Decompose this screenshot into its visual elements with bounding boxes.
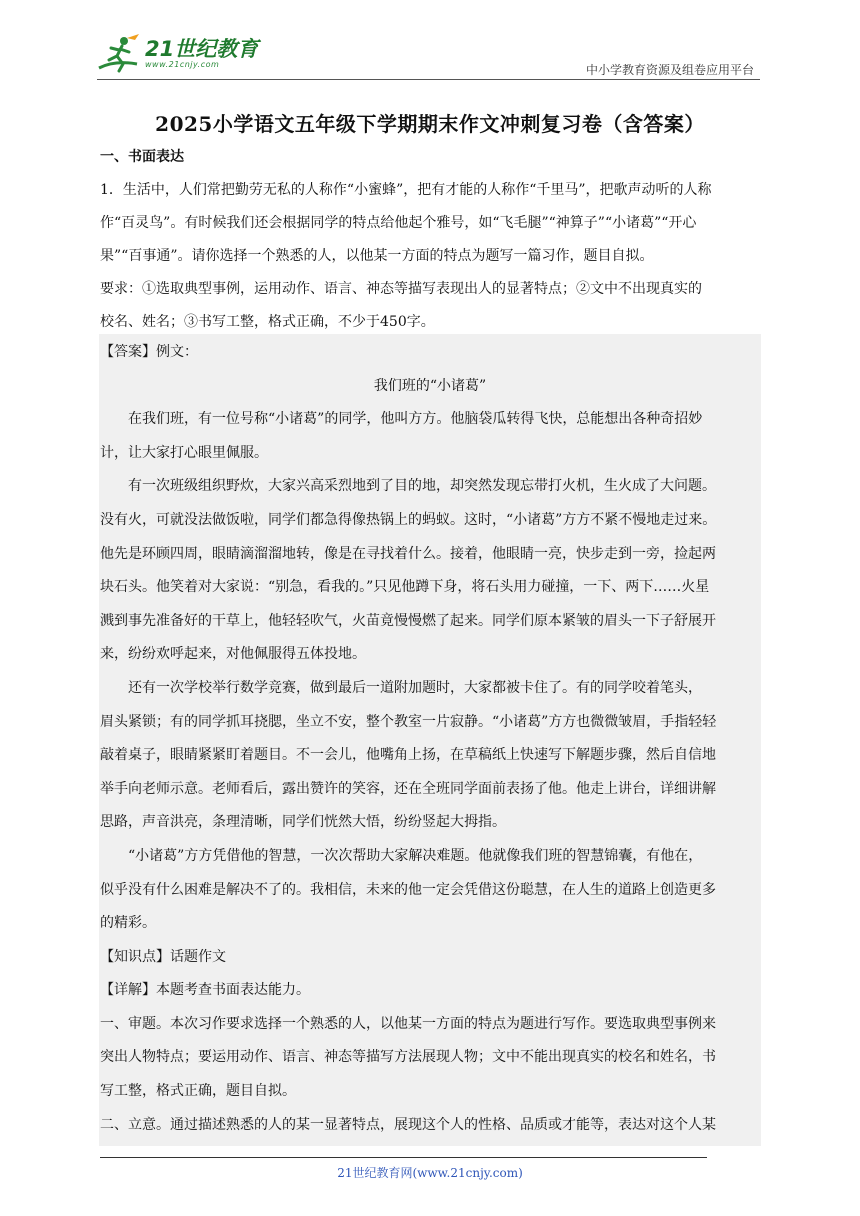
- essay-line: 敲着桌子，眼睛紧紧盯着题目。不一会儿，他嘴角上扬，在草稿纸上快速写下解题步骤，然后自信地: [100, 747, 716, 764]
- answer-label: 【答案】例文：: [100, 344, 198, 360]
- answer-block: [100, 336, 760, 1142]
- question-line: 校名、姓名；③书写工整，格式正确，不少于450字。: [100, 314, 435, 330]
- essay-line: 计，让大家打心眼里佩服。: [100, 444, 268, 461]
- footer-divider: [100, 1157, 707, 1158]
- essay-line: 思路，声音洪亮，条理清晰，同学们恍然大悟，纷纷竖起大拇指。: [100, 814, 506, 831]
- essay-line: 没有火，可就没法做饭啦，同学们都急得像热锅上的蚂蚁。这时，“小诸葛”方方不紧不慢地走过来。: [100, 511, 717, 528]
- essay-line: 来，纷纷欢呼起来，对他佩服得五体投地。: [100, 646, 366, 663]
- question-line: 要求：①选取典型事例，运用动作、语言、神态等描写表现出人的显著特点；②文中不出现真实的: [100, 281, 702, 297]
- essay-line: 有一次班级组织野炊，大家兴高采烈地到了目的地，却突然发现忘带打火机，生火成了大问题。: [100, 478, 716, 495]
- essay-line: 似乎没有什么困难是解决不了的。我相信，未来的他一定会凭借这份聪慧，在人生的道路上创造更多: [100, 881, 716, 898]
- essay-line: 在我们班，有一位号称“小诸葛”的同学，他叫方方。他脑袋瓜转得飞快，总能想出各种奇招妙: [100, 411, 703, 428]
- footer-text: 21世纪教育网(www.21cnjy.com): [337, 1166, 523, 1180]
- analysis-line: 写工整，格式正确，题目自拟。: [100, 1083, 296, 1100]
- logo: [97, 34, 258, 74]
- analysis-line: 二、立意。通过描述熟悉的人的某一显著特点，展现这个人的性格、品质或才能等，表达对这个人某: [100, 1116, 716, 1133]
- header-divider: [97, 79, 760, 80]
- essay-line: 溅到事先准备好的干草上，他轻轻吹气，火苗竟慢慢燃了起来。同学们原本紧皱的眉头一下子舒展开: [100, 612, 716, 629]
- essay-line: 举手向老师示意。老师看后，露出赞许的笑容，还在全班同学面前表扬了他。他走上讲台，详细讲解: [100, 780, 716, 797]
- question-text: [100, 174, 760, 339]
- section-heading: 一、书面表达: [100, 149, 184, 165]
- essay-line: 还有一次学校举行数学竞赛，做到最后一道附加题时，大家都被卡住了。有的同学咬着笔头，: [100, 679, 702, 696]
- essay-line: “小诸葛”方方凭借他的智慧，一次次帮助大家解决难题。他就像我们班的智慧锦囊，有他在，: [100, 847, 703, 864]
- question-line: 作“百灵鸟”。有时候我们还会根据同学的特点给他起个雅号，如“飞毛腿”“神算子”“小诸葛”“开心: [100, 215, 697, 231]
- platform-name: 中小学教育资源及组卷应用平台: [585, 63, 754, 77]
- page-title: 2025小学语文五年级下学期期末作文冲刺复习卷（含答案）: [155, 112, 705, 136]
- logo-text: 21世纪教育: [145, 37, 259, 61]
- detail-label: 【详解】本题考查书面表达能力。: [100, 982, 310, 999]
- analysis-line: 突出人物特点；要运用动作、语言、神态等描写方法展现人物；文中不能出现真实的校名和姓名，书: [100, 1049, 716, 1066]
- knowledge-point: 【知识点】话题作文: [100, 948, 226, 965]
- essay-title: 我们班的“小诸葛”: [373, 377, 487, 394]
- analysis-line: 一、审题。本次习作要求选择一个熟悉的人，以他某一方面的特点为题进行写作。要选取典型事例来: [100, 1015, 716, 1032]
- question-line: 果”“百事通”。请你选择一个熟悉的人，以他某一方面的特点为题写一篇习作，题目自拟。: [100, 248, 654, 264]
- essay-line: 的精彩。: [100, 915, 156, 932]
- logo-url: www.21cnjy.com: [145, 60, 220, 69]
- question-line: 1．生活中，人们常把勤劳无私的人称作“小蜜蜂”，把有才能的人称作“千里马”，把歌声动听的人称: [100, 182, 712, 198]
- runner-logo-icon: [97, 34, 143, 74]
- essay-line: 他先是环顾四周，眼睛滴溜溜地转，像是在寻找着什么。接着，他眼睛一亮，快步走到一旁，捡起两: [100, 545, 716, 562]
- essay-line: 眉头紧锁；有的同学抓耳挠腮，坐立不安，整个教室一片寂静。“小诸葛”方方也微微皱眉，手指轻轻: [100, 713, 717, 730]
- essay-line: 块石头。他笑着对大家说：“别急，看我的。”只见他蹲下身，将石头用力碰撞，一下、两下……火星: [100, 579, 710, 596]
- page-header: [97, 30, 760, 78]
